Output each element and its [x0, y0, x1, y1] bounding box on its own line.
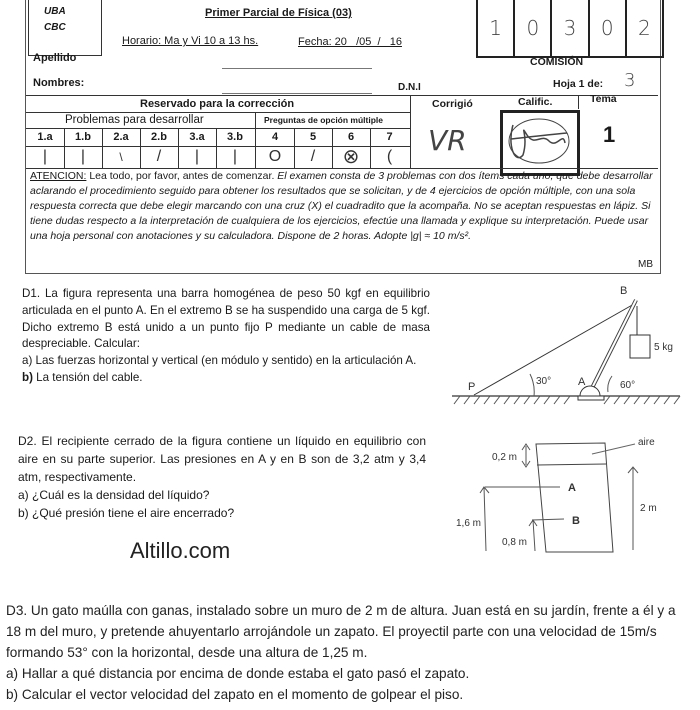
fig-label-A: A: [568, 482, 576, 494]
corrigio-label: Corrigió: [432, 98, 473, 110]
d1-block: [22, 286, 430, 387]
attention-label: ATENCION:: [30, 170, 87, 182]
col-2b: 2.b: [151, 131, 167, 143]
attention-lead: Lea todo, por favor, antes de comenzar.: [86, 170, 278, 182]
d1-statement: D1. La figura representa una barra homogénea de peso 50 kgf en equilibrio articulada en el punto A. En el extremo B se ha suspendido una carga de 5 kgf. Dicho extremo B está unido a un punto fijo P mediante un cable de masa despreciable. Calcular:: [22, 287, 430, 351]
col-1b: 1.b: [75, 131, 91, 143]
d1-figure: [440, 280, 700, 410]
vline: [410, 95, 411, 168]
mark: (: [386, 148, 393, 165]
d3-line: 18 m del muro, y pretende ahuyentarlo arrojándole un zapato. El proyectil parte con una velocidad de 15m/s: [6, 624, 657, 639]
mark: \: [119, 150, 123, 164]
d2-figure: [440, 425, 700, 575]
col-7: 7: [386, 131, 393, 143]
col-3a: 3.a: [189, 131, 205, 143]
d2-item-b: b) ¿Qué presión tiene el aire encerrado?: [18, 506, 235, 520]
fig-aire: aire: [638, 437, 655, 448]
tema-label: Tema: [590, 93, 617, 105]
watermark: Altillo.com: [130, 538, 231, 563]
nombres-label: Nombres:: [33, 77, 85, 89]
d2-item-a: a) ¿Cuál es la densidad del líquido?: [18, 488, 210, 502]
d2-statement: D2. El recipiente cerrado de la figura contiene un líquido en equilibrio con aire en su parte superior. Las presiones en A y en B son de 3,2 atm y 3,4 atm, respectivamente.: [18, 434, 426, 484]
mark: |: [232, 148, 238, 165]
fig-label-B: B: [572, 515, 580, 527]
fig-label-P: P: [468, 381, 476, 393]
col-5: 5: [309, 131, 317, 143]
fig-label-B: B: [620, 285, 628, 297]
d3-line: D3. Un gato maúlla con ganas, instalado sobre un muro de 2 m de altura. Juan está en su jardín, frente a él y a: [6, 603, 676, 618]
hoja-label: Hoja 1 de:: [553, 78, 604, 90]
tema-value: 1: [603, 122, 616, 147]
d1-b-text: La tensión del cable.: [32, 370, 143, 384]
vline: [578, 95, 579, 109]
calific-label: Calific.: [518, 96, 553, 108]
mark: O: [268, 148, 282, 165]
hoja-total: 3: [624, 70, 636, 91]
d3-item-b: b) Calcular el vector velocidad del zapato en el momento de golpear el piso.: [6, 687, 464, 702]
comision-label: COMISIÓN: [530, 56, 584, 68]
d1-item-b: [22, 370, 430, 387]
calific-signature-icon: [505, 115, 571, 167]
attention-text: [30, 169, 656, 244]
col-6: 6: [347, 131, 355, 143]
fecha: Fecha: 20 /05 / 16: [298, 36, 402, 48]
col-2a: 2.a: [113, 131, 129, 143]
col-1a: 1.a: [37, 131, 53, 143]
mc-label: Preguntas de opción múltiple: [264, 115, 384, 125]
corrigio-signature: VR: [428, 124, 467, 157]
dni-label: D.N.I: [398, 82, 421, 93]
digit-box: 2: [638, 16, 651, 40]
digit-box: 0: [515, 0, 552, 56]
mark: /: [310, 148, 316, 165]
digit-box: 0: [590, 0, 627, 56]
cbc-label: CBC: [44, 22, 66, 33]
initials: MB: [638, 259, 653, 270]
row-line: [26, 128, 410, 129]
table-top-line: [26, 95, 658, 96]
d3-line: formando 53° con la horizontal, desde una altura de 1,25 m.: [6, 645, 368, 660]
fig-label-A: A: [578, 376, 586, 388]
reserved-label: Reservado para la corrección: [140, 98, 295, 110]
exam-title: Primer Parcial de Física (03): [205, 7, 352, 19]
col-4: 4: [271, 131, 279, 143]
uba-label: UBA: [44, 6, 66, 17]
col-3b: 3.b: [227, 131, 243, 143]
d3-item-a: a) Hallar a qué distancia por encima de donde estaba el gato pasó el zapato.: [6, 666, 470, 681]
fig-hB: 0,8 m: [502, 537, 528, 548]
horario: Horario: Ma y Vi 10 a 13 hs.: [122, 35, 259, 47]
apellido-line: [222, 68, 372, 69]
fig-mass: 5 kg: [654, 342, 673, 353]
nombres-line: [222, 93, 372, 94]
digit-box: 3: [552, 0, 589, 56]
d2-block: [18, 432, 426, 522]
comision-digit-boxes: [476, 0, 664, 58]
fig-h-total: 2 m: [640, 503, 657, 514]
mark: |: [42, 148, 48, 165]
attention-body: El examen consta de 3 problemas con dos ítems cada uno, que debe desarrollar aclarando el procedimiento seguido para obtener los resultados que se solicitan, y de 4 ejercicios de opción múltiple, con una sola respuesta correcta que debe elegir marcando con una cruz (X) el cuadradito que la acompaña. No se aceptan respuestas en lápiz. Si tiene dudas respecto a la interpretación de cualquiera de los ejercicios, efectúe una llamada y explique su interpretación. Puede usar una hoja personal con anotaciones y su calculadora. Dispone de 2 horas. Adopte |g| ≈ 10 m/s².: [30, 170, 653, 242]
apellido-label: Apellido: [33, 52, 77, 64]
mark: /: [156, 148, 162, 165]
fig-angle-30: 30°: [536, 376, 552, 387]
fig-angle-60: 60°: [620, 380, 636, 391]
problems-label: Problemas para desarrollar: [65, 114, 204, 126]
fig-h-air: 0,2 m: [492, 452, 518, 463]
mark: |: [194, 148, 200, 165]
digit-box: 1: [478, 0, 515, 56]
mark: ⊗: [342, 146, 360, 168]
d1-item-a: a) Las fuerzas horizontal y vertical (en módulo y sentido) en la articulación A.: [22, 354, 417, 368]
fig-hA: 1,6 m: [456, 518, 482, 529]
mark: |: [80, 148, 86, 165]
d1-b-label: b): [22, 370, 33, 384]
